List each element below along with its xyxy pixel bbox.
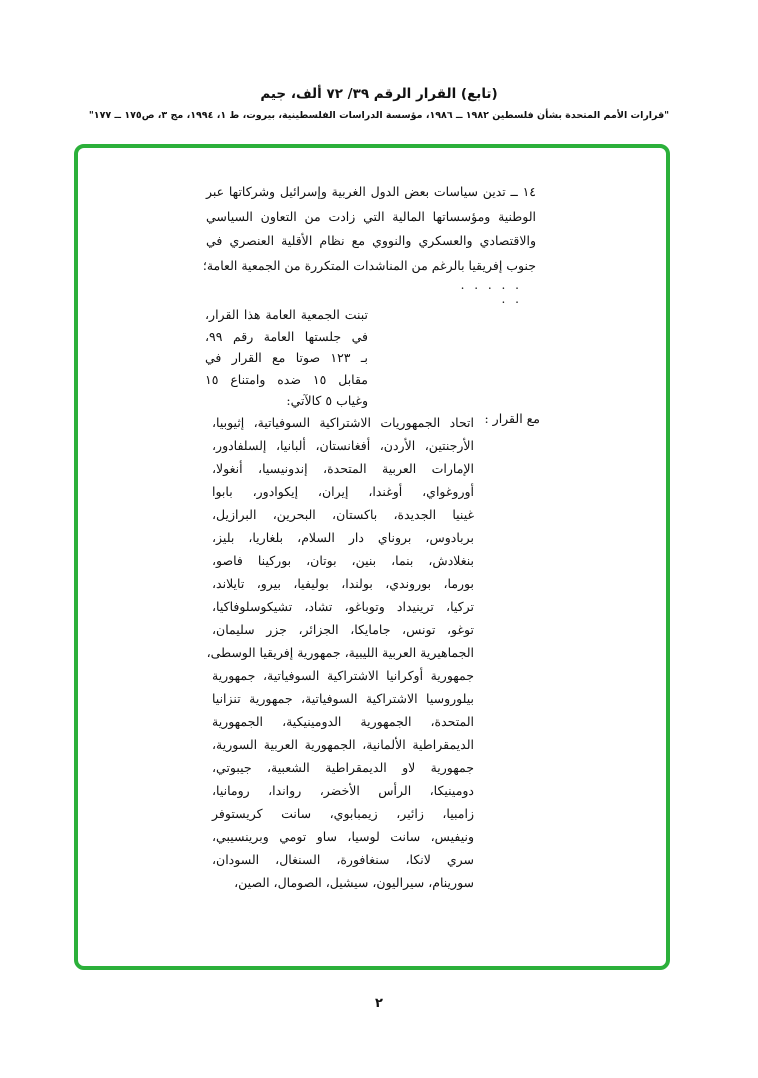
- country-line: أوروغواي، أوغندا، إيران، إيكوادور، بابوا: [212, 484, 474, 499]
- paragraph-line: جنوب إفريقيا بالرغم من المناشدات المتكررة من الجمعية العامة؛: [202, 257, 536, 273]
- country-line: تركيا، ترينيداد وتوباغو، تشاد، تشيكوسلوفاكيا،: [212, 599, 474, 614]
- paragraph-line: الوطنية ومؤسساتها المالية التي زادت من التعاون السياسي: [206, 208, 536, 224]
- country-line: سري لانكا، سنغافورة، السنغال، السودان،: [212, 852, 474, 867]
- country-line: ونيفيس، سانت لوسيا، ساو تومي وبرينسيبي،: [212, 829, 474, 844]
- adoption-line: وغياب ٥ كالآتي:: [286, 393, 368, 408]
- source-citation: "قرارات الأمم المتحدة بشأن فلسطين ١٩٨٢ ــ ١٩٨٦، مؤسسة الدراسات الفلسطينية، بيروت، ط ١، ١٩٩٤، مج ٣، ص١٧٥ ــ ١٧٧": [88, 110, 670, 121]
- country-line: دومينيكا، الرأس الأخضر، رواندا، رومانيا،: [212, 783, 474, 798]
- country-line: بيلوروسيا الاشتراكية السوفياتية، جمهورية تنزانيا: [212, 691, 474, 706]
- ellipsis: . . . . . . .: [460, 278, 522, 306]
- country-line: بنغلادش، بنما، بنين، بوتان، بوركينا فاصو،: [212, 553, 474, 568]
- country-line: بورما، بوروندي، بولندا، بوليفيا، بيرو، تايلاند،: [212, 576, 474, 591]
- paragraph-line: والاقتصادي والعسكري والنووي مع نظام الأقلية العنصري في: [206, 233, 536, 248]
- paragraph-line: ١٤ ــ تدين سياسات بعض الدول الغربية وإسرائيل وشركاتها عبر: [206, 184, 536, 199]
- page-number: ٢: [375, 996, 383, 1011]
- country-line: الجماهيرية العربية الليبية، جمهورية إفريقيا الوسطى،: [206, 645, 474, 660]
- country-line: المتحدة، الجمهورية الدومينيكية، الجمهورية: [212, 714, 474, 729]
- in-favour-list: [206, 411, 474, 894]
- adoption-line: بـ ١٢٣ صوتا مع القرار في: [205, 350, 368, 365]
- country-line: بربادوس، بروناي دار السلام، بلغاريا، بليز،: [212, 530, 474, 545]
- country-line: توغو، تونس، جامايكا، الجزائر، جزر سليمان،: [212, 622, 474, 637]
- adoption-line: تبنت الجمعية العامة هذا القرار،: [205, 307, 368, 322]
- adoption-line: مقابل ١٥ ضده وامتناع ١٥: [205, 371, 369, 387]
- country-line: الأرجنتين، الأردن، أفغانستان، ألبانيا، إلسلفادور،: [212, 438, 474, 453]
- country-line: غينيا الجديدة، باكستان، البحرين، البرازيل،: [212, 507, 474, 522]
- country-line: جمهورية لاو الديمقراطية الشعبية، جيبوتي،: [212, 760, 474, 775]
- page-header-title: (تابع) القرار الرقم ٣٩/ ٧٢ ألف، جيم: [260, 86, 498, 102]
- country-line: جمهورية أوكرانيا الاشتراكية السوفياتية، جمهورية: [212, 668, 474, 683]
- country-line: الديمقراطية الألمانية، الجمهورية العربية السورية،: [212, 737, 474, 752]
- country-line: اتحاد الجمهوريات الاشتراكية السوفياتية، إثيوبيا،: [212, 415, 474, 430]
- adoption-note: [205, 304, 368, 412]
- country-line: سورينام، سيراليون، سيشيل، الصومال، الصين،: [234, 875, 474, 890]
- adoption-line: في جلستها العامة رقم ٩٩،: [205, 328, 368, 344]
- country-line: الإمارات العربية المتحدة، إندونيسيا، أنغولا،: [212, 461, 474, 476]
- country-line: زامبيا، زائير، زيمبابوي، سانت كريستوفر: [212, 806, 474, 821]
- in-favour-label: مع القرار :: [484, 411, 540, 426]
- paragraph-14: [202, 180, 536, 278]
